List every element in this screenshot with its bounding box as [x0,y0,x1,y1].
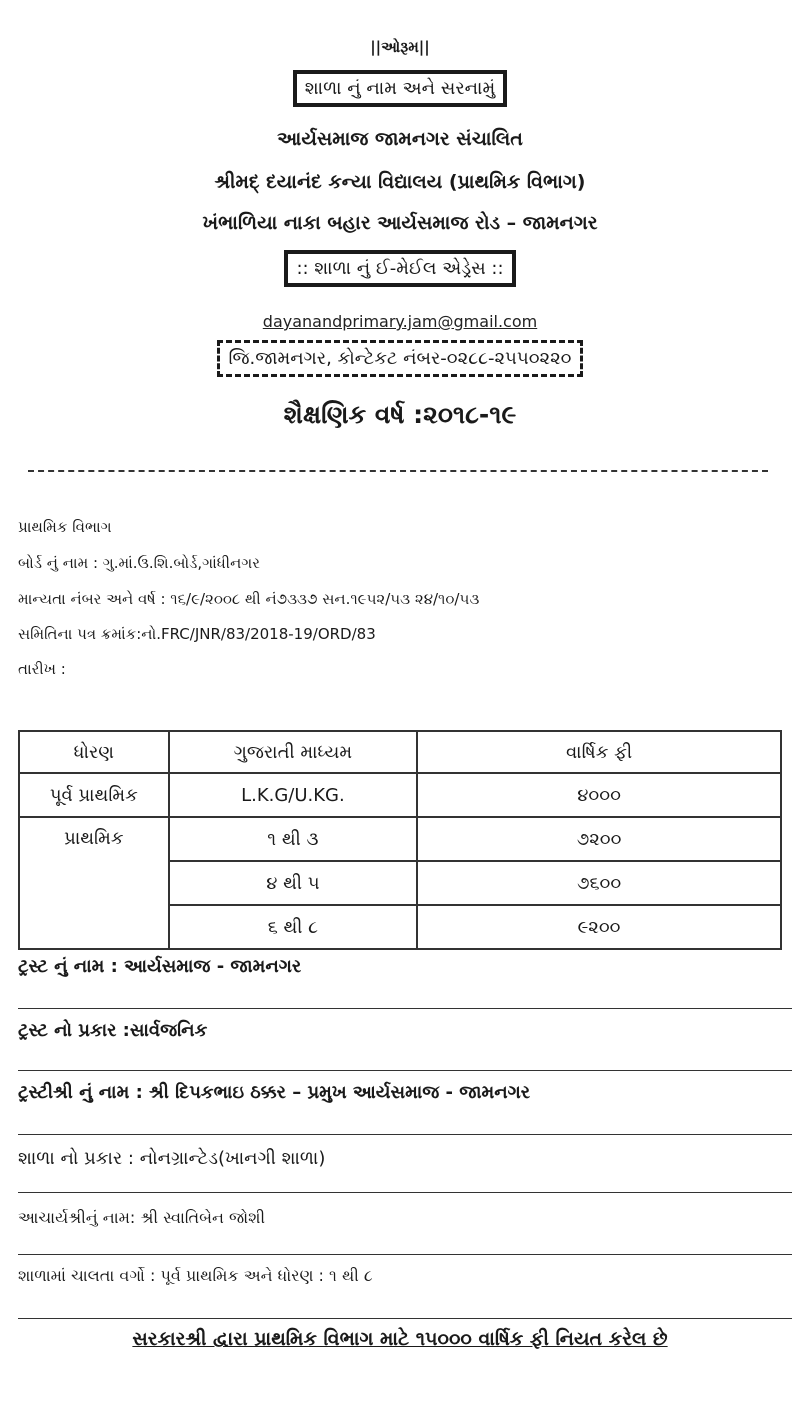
fee-cell: ૭૨૦૦ [417,817,781,861]
school-name-box-wrap [0,70,800,107]
board-name: બોર્ડ નું નામ : ગુ.માં.ઉ.શિ.બોર્ડ,ગાંધીનગર [18,554,260,572]
rule-line [18,1318,792,1319]
dashed-divider [28,470,768,472]
school-name-address-box: શાળા નું નામ અને સરનામું [293,70,507,107]
school-address-line: ખંભાળિયા નાકા બહાર આર્યસમાજ રોડ – જામનગર [202,212,598,234]
fee-cell: ૪૦૦૦ [417,773,781,817]
table-row [19,817,781,861]
fee-table [18,730,782,950]
table-row [19,773,781,817]
email-address-box: :: શાળા નું ઈ-મેઈલ એડ્રેસ :: [284,250,515,287]
classes-cell: ૧ થી ૩ [169,817,417,861]
classes-running: શાળામાં ચાલતા વર્ગો : પૂર્વ પ્રાથમિક અને ધોરણ : ૧ થી ૮ [18,1266,373,1285]
trustee-name: ટ્રસ્ટીશ્રી નું નામ : શ્રી દિપકભાઇ ઠક્કર – પ્રમુખ આર્યસમાજ - જામનગર [18,1082,531,1103]
table-header-row [19,731,781,773]
rule-line [18,1070,792,1071]
contact-number-box: જિ.જામનગર, કોન્ટેકટ નંબર-૦૨૮૮-૨૫૫૦૨૨૦ [217,340,582,377]
header-standard: ધોરણ [19,731,169,773]
trust-name: ટ્રસ્ટ નું નામ : આર્યસમાજ - જામનગર [18,956,302,977]
level-pre-primary: પૂર્વ પ્રાથમિક [19,773,169,817]
header-gujarati-medium: ગુજરાતી માધ્યમ [169,731,417,773]
classes-cell: ૪ થી ૫ [169,861,417,905]
rule-line [18,1192,792,1193]
principal-name: આચાર્યશ્રીનું નામ: શ્રી સ્વાતિબેન જોશી [18,1208,266,1227]
fee-cell: ૭૬૦૦ [417,861,781,905]
recognition-number: માન્યતા નંબર અને વર્ષ : ૧૬/૯/૨૦૦૮ થી નં૭૩૩૭ સન.૧૯૫૨/૫૩ ૨૪/૧૦/૫૩ [18,590,480,608]
contact-box-wrap [0,340,800,377]
academic-year: શૈક્ષણિક વર્ષ :૨૦૧૮-૧૯ [283,400,517,429]
trust-type: ટ્રસ્ટ નો પ્રકાર :સાર્વજનિક [18,1020,208,1041]
classes-cell: L.K.G/U.KG. [169,773,417,817]
header-annual-fee: વાર્ષિક ફી [417,731,781,773]
rule-line [18,1254,792,1255]
school-name-line: શ્રીમદ્ દયાનંદ કન્યા વિદ્યાલય (પ્રાથમિક વિભાગ) [214,171,586,193]
rule-line [18,1008,792,1009]
classes-cell: ૬ થી ૮ [169,905,417,949]
committee-letter-number: સમિતિના પત્ર ક્રમાંક:નો.FRC/JNR/83/2018-19/ORD/83 [18,625,376,643]
rule-line [18,1134,792,1135]
school-email[interactable]: dayanandprimary.jam@gmail.com [262,312,538,331]
date-label: તારીખ : [18,660,66,678]
managing-body-line: આર્યસમાજ જામનગર સંચાલિત [277,128,523,150]
level-primary: પ્રાથમિક [19,817,169,949]
school-type: શાળા નો પ્રકાર : નોનગ્રાન્ટેડ(ખાનગી શાળા) [18,1148,326,1169]
section-label: પ્રાથમિક વિભાગ [18,518,112,536]
om-heading: ||ઓરૂમ|| [370,38,430,56]
email-box-wrap [0,250,800,287]
fee-cell: ૯૨૦૦ [417,905,781,949]
government-fee-notice: સરકારશ્રી દ્વારા પ્રાથમિક વિભાગ માટે ૧૫૦૦૦ વાર્ષિક ફી નિયત કરેલ છે [132,1328,668,1350]
